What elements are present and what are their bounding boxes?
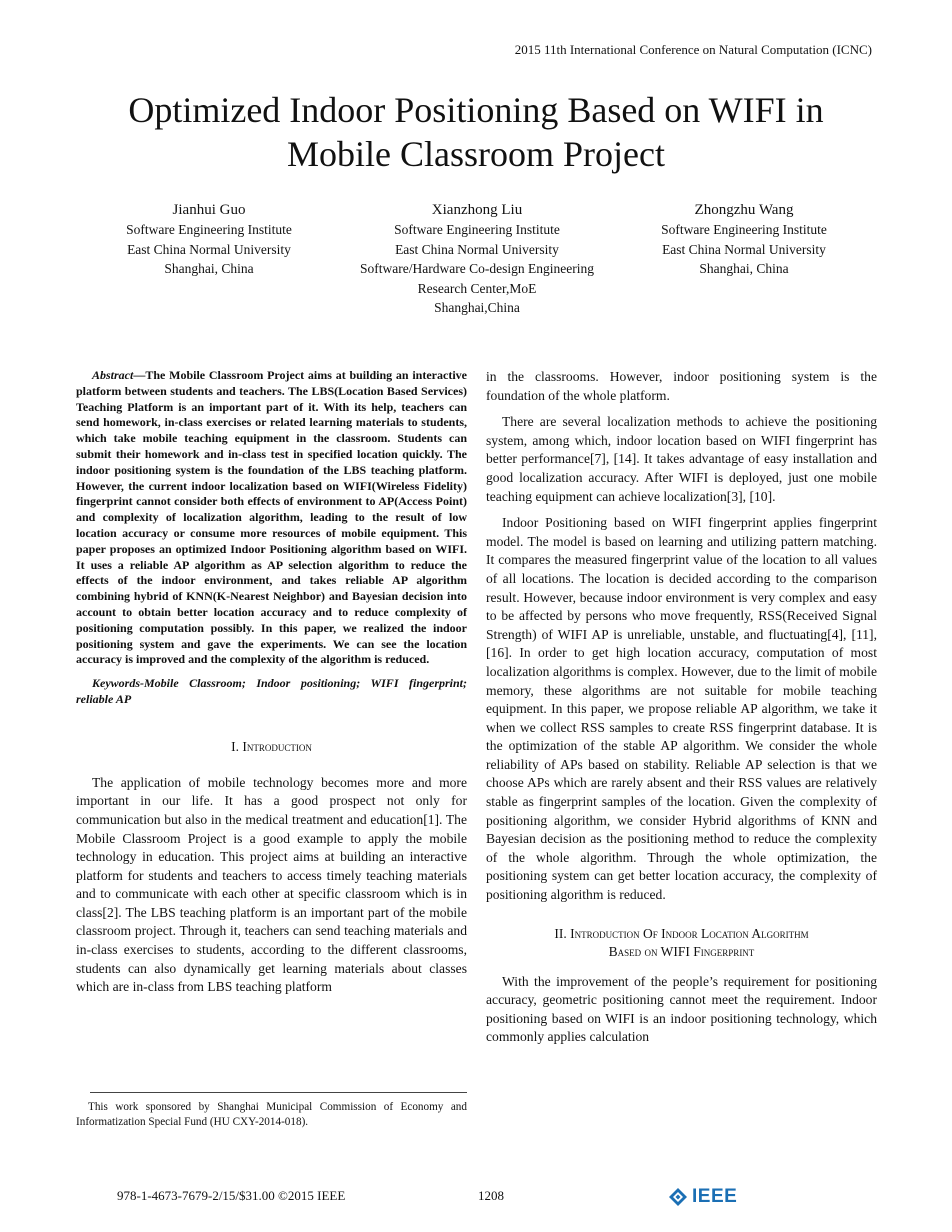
author-affiliation: Research Center,MoE <box>417 280 537 296</box>
ieee-logo <box>668 1186 737 1208</box>
author-affiliation: East China Normal University <box>395 241 559 257</box>
section-heading-localization <box>486 925 877 961</box>
author-affiliation: Software Engineering Institute <box>394 222 560 237</box>
author-name: Zhongzhu Wang <box>694 202 794 218</box>
author-name: Xianzhong Liu <box>431 202 523 218</box>
author-affiliation: Software/Hardware Co-design Engineering <box>360 261 594 276</box>
author-affiliation: East China Normal University <box>127 241 291 257</box>
keywords: Keywords-Mobile Classroom; Indoor positioning; WIFI fingerprint; reliable AP <box>76 676 467 706</box>
ieee-wordmark: IEEE <box>692 1186 738 1207</box>
author-affiliation: Software Engineering Institute <box>126 222 292 237</box>
author-affiliation: Shanghai, China <box>699 261 789 276</box>
title-line-2: Mobile Classroom Project <box>287 134 665 174</box>
footnote: This work sponsored by Shanghai Municipal Commission of Economy and Informatization Special Fund (HU CXY-2014-018). <box>76 1101 467 1128</box>
footnote-divider <box>90 1092 467 1093</box>
paragraph: in the classrooms. However, indoor positioning system is the foundation of the whole platform. <box>486 369 877 403</box>
right-column <box>486 368 877 1055</box>
title-line-1: Optimized Indoor Positioning Based on WIFI in <box>128 90 824 130</box>
section-heading-line: Based on WIFI Fingerprint <box>608 943 755 959</box>
abstract: Abstract—The Mobile Classroom Project aims at building an interactive platform between students and teachers. The LBS(Location Based Services) Teaching Platform is an important part of it. With its help, teachers can send homework, in-class exercises or related learning materials to students, which take mobile teaching equipment in the classroom. Students can submit their homework and in-class test in specified location quickly. The indoor positioning system is the foundation of the LBS teaching platform. However, the current indoor localization based on WIFI(Wireless Fidelity) fingerprint cannot consider both effects of environment to AP(Access Point) and complexity of localization algorithm, leading to the result of low location accuracy or consume more resources of mobile equipment. This paper proposes an optimized Indoor Positioning algorithm based on WIFI. It uses a reliable AP algorithm as AP selection algorithm to reduce the effects of the indoor environment, and takes reliable AP algorithm combining hybrid of KNN(K-Nearest Neighbor) and Bayesian decision into account to obtain better location accuracy and to reduce complexity of positioning computation possibly. In this paper, we realized the indoor positioning system and gave the experiments. We can see the location accuracy is improved and the complexity of the algorithm is reduced. <box>76 368 467 667</box>
paragraph: Indoor Positioning based on WIFI fingerprint applies fingerprint model. The model is based on learning and utilizing pattern matching. It compares the measured fingerprint value of the location to all values of all locations. The location is decided according to the comparison result. However, because indoor environment is very complex and easy to be affected by persons who move frequently, RSS(Received Signal Strength) of WIFI AP is unreliable, unstable, and fluctuating[4], [11], [16]. In order to get high location accuracy, computation of most localization algorithms is complex. However, due to the limit of mobile memory, these algorithms are not suitable for mobile teaching equipment. In this paper, we propose reliable AP algorithm, we take it when we collect RSS samples to create RSS fingerprint database. It is the optimization of the stable AP algorithm. We consider the whole reliability of APs based on stability. Reliable AP selection is that we choose APs which are rarely absent and their RSS values are relatively stable as fingerprint samples of the location. Given the complexity of positioning algorithm, we consider Hybrid algorithms of KNN and Bayesian decision as the positioning method to reduce the complexity of the whole algorithm. Through the whole optimization, the positioning system can get better location accuracy, the complexity of positioning algorithm is reduced. <box>486 515 877 903</box>
author-affiliation: Software Engineering Institute <box>661 222 827 237</box>
author-block-1 <box>96 200 322 279</box>
paper-title <box>0 88 952 176</box>
left-column <box>76 368 467 1005</box>
conference-header: 2015 11th International Conference on Natural Computation (ICNC) <box>514 42 872 57</box>
abstract-text: The Mobile Classroom Project aims at building an interactive platform between students and teachers. The LBS(Location Based Services) Teaching Platform is an important part of it. With its help, teachers can send homework, in-class exercises or related learning materials to students, which take mobile teaching equipment in the classroom. Students can submit their homework and in-class test in specified location quickly. The indoor positioning system is the foundation of the LBS teaching platform. However, the current indoor localization based on WIFI(Wireless Fidelity) fingerprint cannot consider both effects of environment to AP(Access Point) and complexity of localization algorithm, leading to the result of low location accuracy or consume more resources of mobile equipment. This paper proposes an optimized Indoor Positioning algorithm based on WIFI. It uses a reliable AP algorithm as AP selection algorithm to reduce the effects of the indoor environment, and takes reliable AP algorithm combining hybrid of KNN(K-Nearest Neighbor) and Bayesian decision into account to obtain better location accuracy and to reduce complexity of positioning computation possibly. In this paper, we realized the indoor positioning system and gave the experiments. We can see the location accuracy is improved and the complexity of the algorithm is reduced. <box>76 368 467 667</box>
author-affiliation: East China Normal University <box>662 241 826 257</box>
author-affiliation: Shanghai,China <box>434 300 520 315</box>
paragraph: There are several localization methods to achieve the positioning system, among which, indoor location based on WIFI fingerprint has better performance[7], [14]. It takes advantage of easy installation and good localization accuracy. After WIFI is deployed, just one mobile teaching equipment can achieve localization[3], [10]. <box>486 414 877 504</box>
paragraph: With the improvement of the people’s requirement for positioning accuracy, geometric positioning cannot meet the requirement. Indoor positioning based on WIFI is an indoor positioning technology, which commonly applies calculation <box>486 973 877 1045</box>
ieee-diamond-icon <box>668 1187 688 1207</box>
isbn-copyright: 978-1-4673-7679-2/15/$31.00 ©2015 IEEE <box>117 1188 346 1203</box>
abstract-label: Abstract <box>92 368 134 382</box>
section-heading-introduction: I. Introduction <box>231 738 312 754</box>
author-block-2 <box>332 200 622 318</box>
section-heading-line: II. Introduction Of Indoor Location Algorithm <box>554 925 809 941</box>
page-number: 1208 <box>478 1188 504 1203</box>
paragraph: The application of mobile technology becomes more and more important in our life. It has a good prospect not only for communication but also in the medical treatment and education[1]. The Mobile Classroom Project is a good example to apply the mobile technology in education. This project aims at building an interactive platform for students and teachers to access timely teaching materials and to communicate with each other at specific classroom which is in class[2]. The LBS teaching platform is an important part of the mobile classroom project. Through it, teachers can send teaching materials and in-class exercises to students, according to the different classrooms, students can also dynamically get learning materials about classes which are in-class from LBS teaching platform <box>76 774 467 995</box>
author-name: Jianhui Guo <box>172 202 246 218</box>
author-block-3 <box>632 200 856 279</box>
author-affiliation: Shanghai, China <box>164 261 254 276</box>
